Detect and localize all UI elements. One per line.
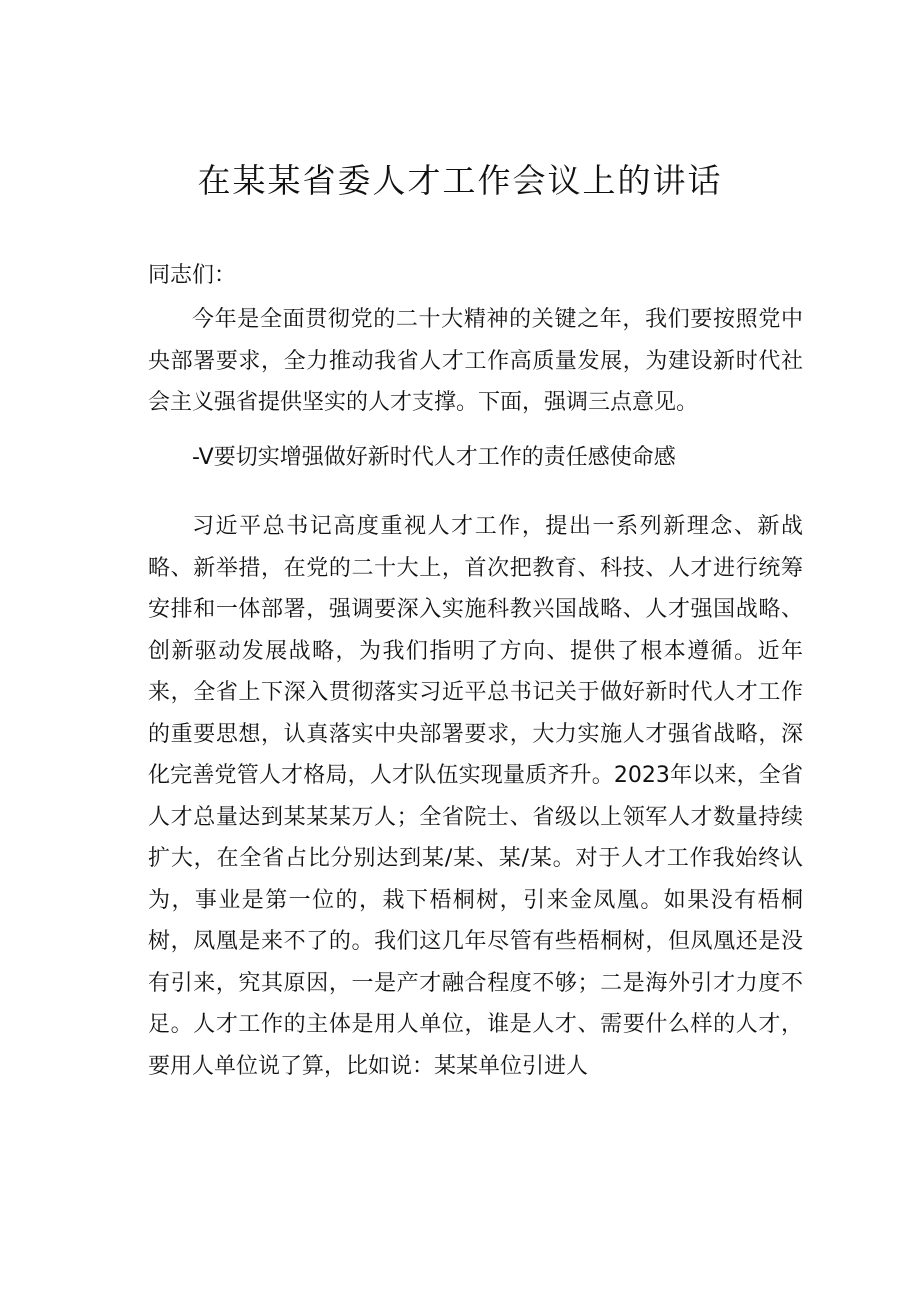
paragraph-body: 习近平总书记高度重视人才工作，提出一系列新理念、新战略、新举措，在党的二十大上，首次把教育、科技、人才进行统筹安排和一体部署，强调要深入实施科教兴国战略、人才强国战略、创新驱动发展战略，为我们指明了方向、提供了根本遵循。近年来，全省上下深入贯彻落实习近平总书记关于做好新时代人才工作的重要思想，认真落实中央部署要求，大力实施人才强省战略，深化完善党管人才格局，人才队伍实现量质齐升。2023年以来，全省人才总量达到某某某万人；全省院士、省级以上领军人才数量持续扩大，在全省占比分别达到某/某、某/某。对于人才工作我始终认为，事业是第一位的，栽下梧桐树，引来金凤凰。如果没有梧桐树，凤凰是来不了的。我们这几年尽管有些梧桐树，但凤凰还是没有引来，究其原因，一是产才融合程度不够；二是海外引才力度不足。人才工作的主体是用人单位，谁是人才、需要什么样的人才，要用人单位说了算，比如说：某某单位引进人 [148, 514, 803, 1079]
paragraph-intro: 今年是全面贯彻党的二十大精神的关键之年，我们要按照党中央部署要求，全力推动我省人才工作高质量发展，为建设新时代社会主义强省提供坚实的人才支撑。下面，强调三点意见。 [148, 307, 803, 415]
section-heading: -V要切实增强做好新时代人才工作的责任感使命感 [192, 445, 676, 470]
document-title: 在某某省委人才工作会议上的讲话 [197, 161, 723, 200]
salutation: 同志们： [148, 263, 237, 288]
